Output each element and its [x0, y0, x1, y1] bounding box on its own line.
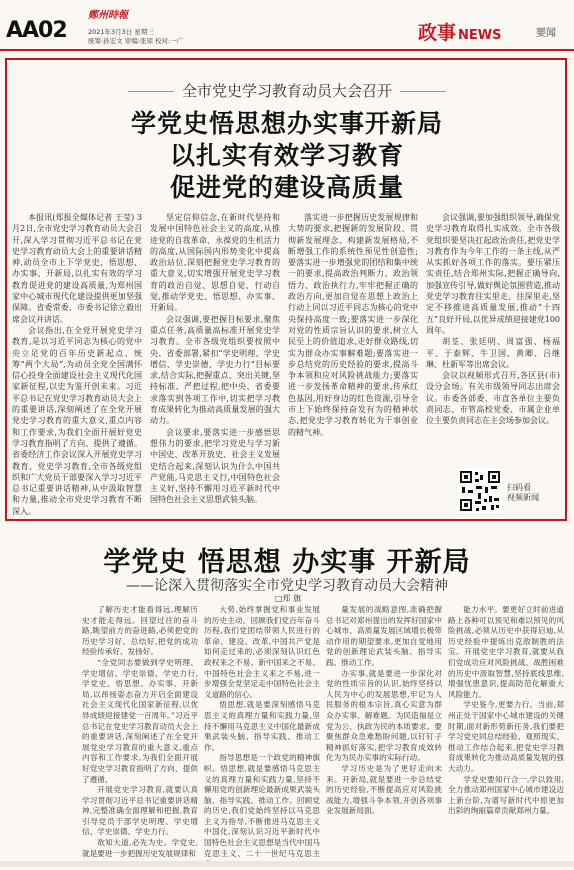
story1-column-3 [288, 212, 418, 514]
paragraph: 学习历史是为了更好走向未来。开新局,就是要进一步总结党的历史经验,不断提高应对风险挑战能力,增强斗争本领,开创各项事业发展新局面。 [326, 763, 442, 816]
issue-editors: 统筹:孙宏文 审编:张琼 校对:一广 [88, 37, 184, 45]
paragraph: 会议以视频形式召开,各区县(市)设分会场。有关市级领导同志出席会议。市委各部委、市直各单位主要负责同志、市管高校党委、市属企业单位主要负责同志在主会场参加会议。 [426, 371, 560, 426]
paragraph: 会议要求,要落实进一步感悟思想伟力的要求,把学习党史与学习新中国史、改革开放史、社会主义发展史结合起来,深刻认识为什么中国共产党能,马克思主义行,中国特色社会主义好,坚持不懈用习近平新时代中国特色社会主义思想武装头脑。 [150, 427, 280, 505]
paragraph: 悟思想,就是要深刻感悟马克思主义的真理力量和实践力量,坚持不懈用马克思主义中国化最新成果武装头脑、指导实践、推动工作。 [204, 700, 320, 752]
page-number: AA02 [6, 18, 67, 43]
paragraph: 会议指出,在全党开展党史学习教育,是以习近平同志为核心的党中央立足党的百年历史新起点、统筹“两个大局”,为动员全党全国满怀信心投身全面建设社会主义现代化国家新征程,以史为鉴开创未来。习近平总书记在党史学习教育动员大会上的重要讲话,深刻阐述了在全党开展党史学习教育的重大意义,重点内容和工作要求,为我们全面开展好党史学习教育指明了方向、提供了遵循。省委经济工作会议深入开展党史学习教育、党史学习教育,全市各级党组织和广大党员干部要深入学习习近平总书记重要讲话精神,从中汲取智慧和力量,推动全市党史学习教育不断深入。 [12, 325, 142, 516]
newspaper-logo: 鄭州時報 [88, 10, 128, 21]
paragraph: 会议强调,要把握目标要求,聚焦重点任务,高质量高标准开展党史学习教育。全市各级党组织要按照中央、省委部署,紧扣“学史明理、学史增信、学史崇德、学史力行”目标要求,结合实际,把握重点、突出关键,坚持标准、严把过程,把中央、省委要求落实到各项工作中,切实把学习教育成果转化为推动高质量发展的强大动力。 [150, 314, 280, 426]
section-name: 政事 [418, 22, 457, 44]
paragraph: “全党同志要做到学史明理、学史增信、学史崇德、学史力行,学党史、悟思想、办实事、开新局,以昂扬姿态奋力开启全面建设社会主义现代化国家新征程,以优异成绩迎接建党一百周年。”习近平总书记在党史学习教育动员大会上的重要讲话,深刻阐述了在全党开展党史学习教育的重大意义,重点内容和工作要求,为我们全面开展好党史学习教育指明了方向、提供了遵循。 [82, 657, 198, 784]
page-bottom-rule [0, 861, 574, 867]
story2-column-3 [326, 605, 442, 859]
section-title [418, 18, 501, 45]
paragraph: 学党史要知行合一,学以致用,全力推动郑州国家中心城市建设迈上新台阶,为谱写新时代中原更加出彩的绚丽篇章贡献郑州力量。 [448, 774, 564, 816]
paragraph: 开展党史学习教育,就要认真学习贯彻习近平总书记重要讲话精神,完整准确全面理解和把握,教育引导党员干部学史明理、学史增信、学史崇德、学史力行。 [82, 785, 198, 837]
paragraph: 量发展的战略意图,准确把握总书记对郑州提出的发挥好国家中心城市、高质量发展区域增长极带动作用的期望要求,更加自觉地用党的创新理论武装头脑、指导实践、推动工作。 [326, 605, 442, 667]
story1-column-2 [150, 212, 280, 514]
paragraph: 大势,始终掌握党和事业发展的历史主动。回顾我们党百年奋斗历程,我们党团结带领人民进行的革命、建设、改革,中国共产党是如何走过来的,必须深刻认识红色政权来之不易、新中国来之不易、中国特色社会主义来之不易,进一步增强全党坚定走中国特色社会主义道路的信心。 [204, 605, 320, 699]
story2-column-2 [204, 605, 320, 859]
paragraph: 坚定信仰信念,在新时代坚持和发展中国特色社会主义的高度,从推进党的自我革命、永葆党的生机活力的高度,从国际国内形势变化中提高政治站位,深刻把握党史学习教育的重大意义,切实增强开展党史学习教育的政治自觉、思想自觉、行动自觉,推动学党史、悟思想、办实事、开新局。 [150, 213, 280, 313]
qr-caption-line2: 视频新闻 [507, 493, 539, 502]
qr-code-icon [458, 469, 502, 513]
paragraph: 办实事,就是要进一步深化对党的性质宗旨的认识,始终坚持以人民为中心的发展思想,牢记为人民服务的根本宗旨,真心实意为群众办实事、解难题。为民造福是立党为公、执政为民的本质要求。要聚焦群众急难愁盼问题,以钉钉子精神抓好落实,把学习教育成效转化为为民办实事的实际行动。 [326, 668, 442, 763]
qr-caption [507, 483, 539, 503]
story1-column-1 [12, 212, 142, 514]
story2-column-4 [448, 605, 564, 859]
story2-byline: □郑 旗 [275, 594, 302, 603]
paragraph: 欲知大道,必先为史。学党史,就是要进一步把握历史发展规律和 [82, 838, 198, 858]
story1-headline-line3: 促进党的建设高质量 [169, 173, 404, 202]
qr-caption-line1: 扫码看 [507, 483, 531, 492]
story2-column-1 [82, 605, 198, 859]
paragraph: 胡荃、张廷明、周富强、杨福平、于泰辉、牛卫国、黄卿、吕继琳、杜新军等出席会议。 [426, 337, 560, 369]
story2-headline: 学党史 悟思想 办实事 开新局 [103, 547, 471, 578]
header-rule [0, 49, 574, 51]
paragraph: 指导思想是一个政党的精神旗帜。悟思想,就是要感悟马克思主义的真理力量和实践力量,坚持不懈用党的创新理论最新成果武装头脑、指导实践、推动工作。回顾党的历史,我们党始终坚持以马克思主义为指导,不断推进马克思主义中国化,深刻认识习近平新时代中国特色社会主义思想是当代中国马克思主义、二十一世纪马克思主 [204, 753, 320, 858]
issue-meta [88, 28, 183, 46]
section-news-label: NEWS [458, 28, 502, 43]
paragraph: 能力水平。要更好立时前进道路上各种可以预见和难以预见的风险挑战,必须从历史中获得启迪,从历史经验中提炼出克敌制胜的法宝。开展党史学习教育,就要从我们党成功应对风险挑战、战胜困难的历史中汲取智慧,坚持底线思维,增强忧患意识,提高防范化解重大风险能力。 [448, 605, 564, 699]
paragraph: 会议强调,要加强组织领导,确保党史学习教育取得扎实成效。全市各级党组织要坚决扛起政治责任,把党史学习教育作为今年工作的一条主线,从严从实抓好各项工作的落实。要压紧压实责任,结合郑州实际,把握正确导向,加强宣传引导,做好舆论氛围营造,推动党史学习教育往实里走、往深里走,坚定不移推进高质量发展,推动“十四五”良好开局,以优异成绩迎接建党100周年。 [426, 213, 560, 335]
issue-date: 2021年3月3日 星期三 [88, 28, 154, 36]
qr-code[interactable] [458, 469, 502, 513]
story1-headline-line1: 学党史悟思想办实事开新局 [130, 109, 443, 138]
story1-headline-line2: 以扎实有效学习教育 [169, 141, 404, 170]
paragraph: 了解历史才能看得远,理解历史才能走得远。回望过往的奋斗路,眺望前方的奋进路,必须把党的历史学习好、总结好,把党的成功经验传承好、发扬好。 [82, 605, 198, 657]
paragraph: 本报讯(郑报全媒体记者 王莹) 3月2日,全市党史学习教育动员大会召开,深入学习贯彻习近平总书记在党史学习教育动员大会上的重要讲话精神,动员全市上下学党史、悟思想、办实事、开新局,以扎实有效的学习教育促进党的建设高质量,为郑州国家中心城市现代化建设提供更加坚强保障。省委常委、市委书记徐立毅出席会议并讲话。 [12, 213, 142, 324]
story1-kicker: 全市党史学习教育动员大会召开 [0, 80, 574, 101]
page-header [0, 0, 574, 54]
paragraph: 落实进一步把握历史发展规律和大势的要求,把握新的发展阶段、贯彻新发展理念、构建新发展格局,不断增强工作的系统性预见性创造性;要落实进一步增强党的团结和集中统一的要求,提高政治判断力、政治领悟力、政治执行力,牢牢把握正确的政治方向,更加自觉在思想上政治上行动上同以习近平同志为核心的党中央保持高度一致;要落实进一步深化对党的性质宗旨认识的要求,树立人民至上的价值追求,走好群众路线,切实为群众办实事解难题;要落实进一步总结党的历史经验的要求,提高斗争本领和应对风险挑战能力;要落实进一步发扬革命精神的要求,传承红色基因,用好身边的红色资源,引导全市上下始终保持奋发有为的精神状态,把党史学习教育转化为干事创业的精气神。 [288, 213, 418, 437]
paragraph: 学史鉴今,更要力行。当前,郑州正处于国家中心城市建设的关键时期,面对新形势新任务,我们要把学习党史同总结经验、观照现实、推动工作结合起来,把党史学习教育成果转化为推动高质量发展的强大动力。 [448, 700, 564, 773]
section-subtitle: 要闻 [536, 28, 556, 39]
story1-column-4 [426, 212, 560, 462]
story2-subheadline: ——论深入贯彻落实全市党史学习教育动员大会精神 [126, 578, 448, 594]
